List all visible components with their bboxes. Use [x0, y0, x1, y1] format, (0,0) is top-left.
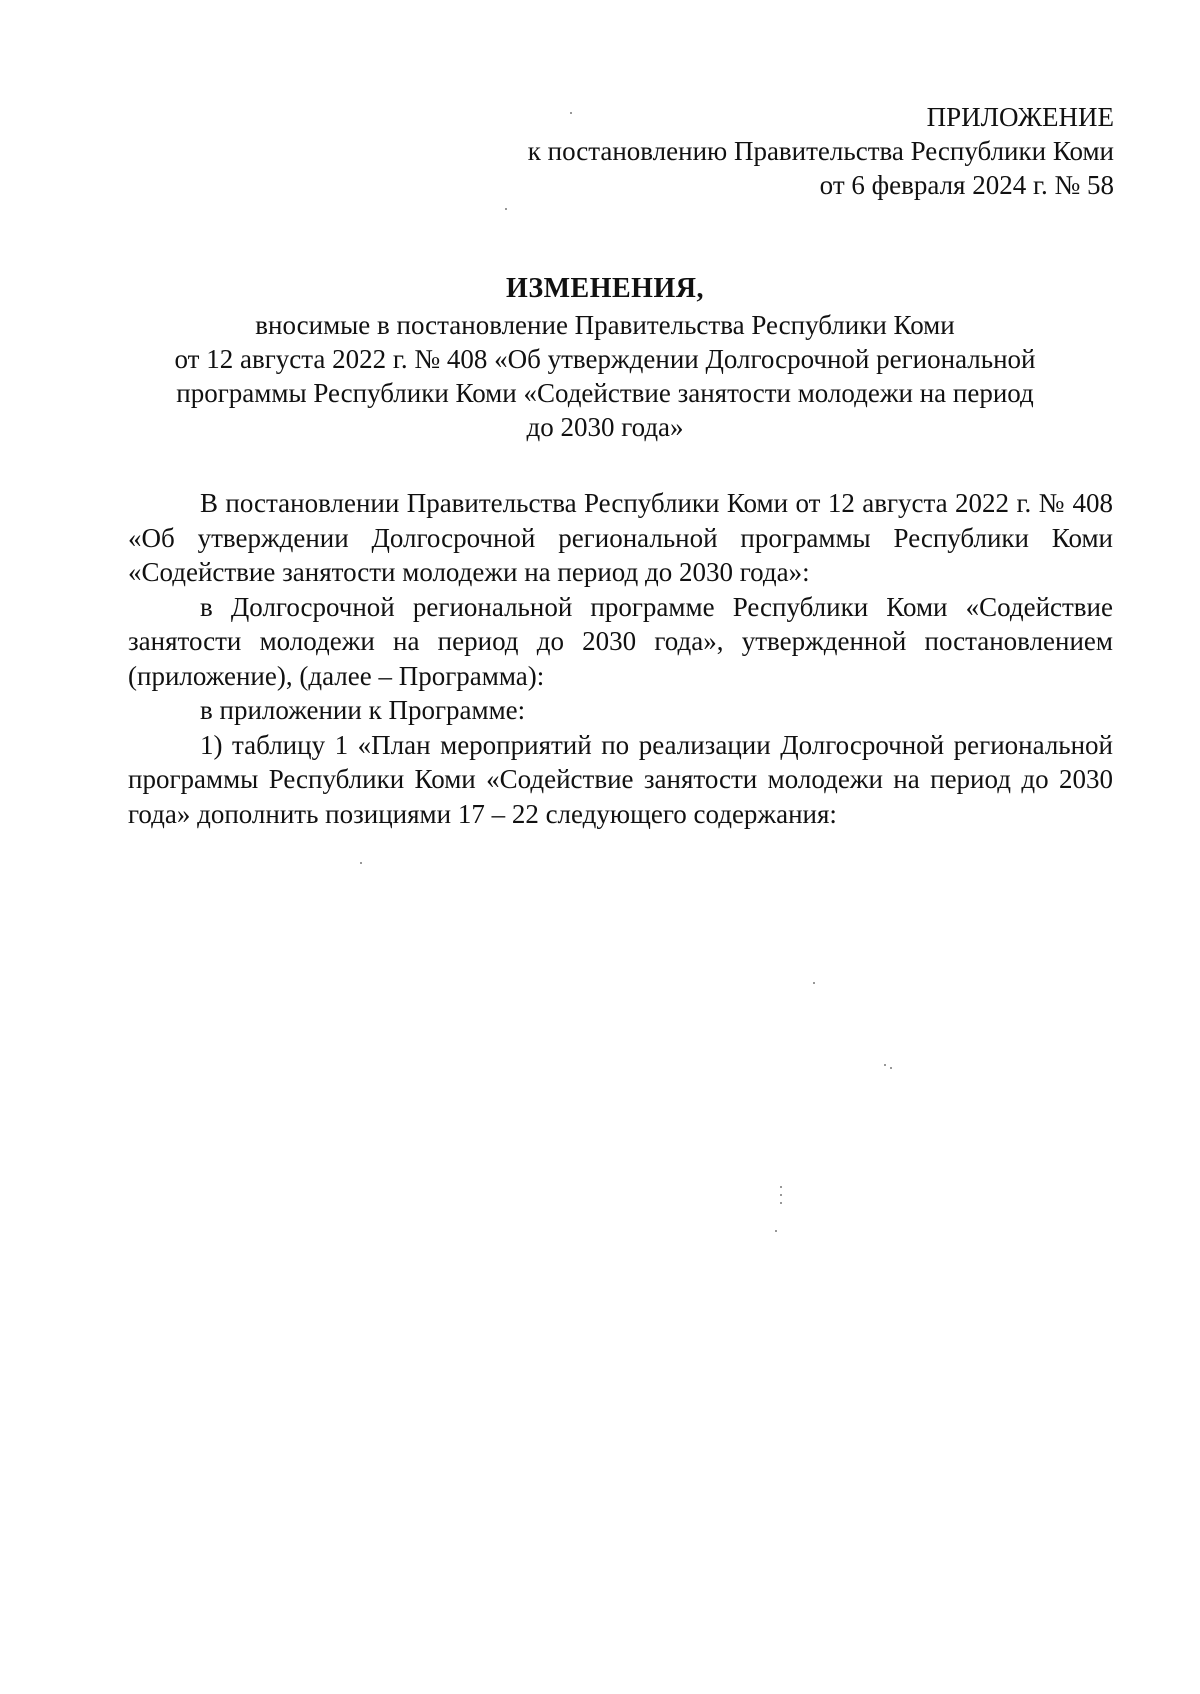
scan-speck [780, 1194, 782, 1196]
heading-line-4: до 2030 года» [526, 412, 684, 442]
appendix-date-number: от 6 февраля 2024 г. № 58 [819, 170, 1114, 200]
document-heading [100, 272, 1110, 444]
scan-speck [570, 112, 572, 114]
scan-speck [890, 1067, 892, 1069]
scan-speck [884, 1064, 886, 1066]
scan-speck [505, 208, 507, 210]
scan-speck [780, 1186, 782, 1188]
appendix-label: ПРИЛОЖЕНИЕ [926, 102, 1114, 132]
scan-speck [813, 982, 815, 984]
body-paragraph-3: в приложении к Программе: [200, 695, 526, 725]
appendix-resolution-ref: к постановлению Правительства Республики Коми [527, 136, 1114, 166]
heading-line-1: вносимые в постановление Правительства Республики Коми [255, 310, 955, 340]
heading-line-2: от 12 августа 2022 г. № 408 «Об утверждении Долгосрочной региональной [174, 344, 1036, 374]
body-paragraph-4: 1) таблицу 1 «План мероприятий по реализации Долгосрочной региональной программы Республики Коми «Содействие занятости молодежи на период до 2030 года» дополнить позициями 17 – 22 следующего содержания: [128, 729, 1113, 829]
body-paragraph-2: в Долгосрочной региональной программе Республики Коми «Содействие занятости молодежи на период до 2030 года», утвержденной постановлением (приложение), (далее – Программа): [128, 591, 1113, 691]
document-title: ИЗМЕНЕНИЯ, [506, 273, 704, 304]
scan-speck [780, 1202, 782, 1204]
body-paragraph-1: В постановлении Правительства Республики Коми от 12 августа 2022 г. № 408 «Об утверждении Долгосрочной региональной программы Республики Коми «Содействие занятости молодежи на период до 2030 года»: [128, 488, 1113, 587]
appendix-header [528, 100, 1114, 202]
document-body [128, 486, 1113, 831]
heading-line-3: программы Республики Коми «Содействие занятости молодежи на период [176, 378, 1034, 408]
scan-speck [360, 862, 362, 864]
scan-speck [775, 1230, 777, 1232]
